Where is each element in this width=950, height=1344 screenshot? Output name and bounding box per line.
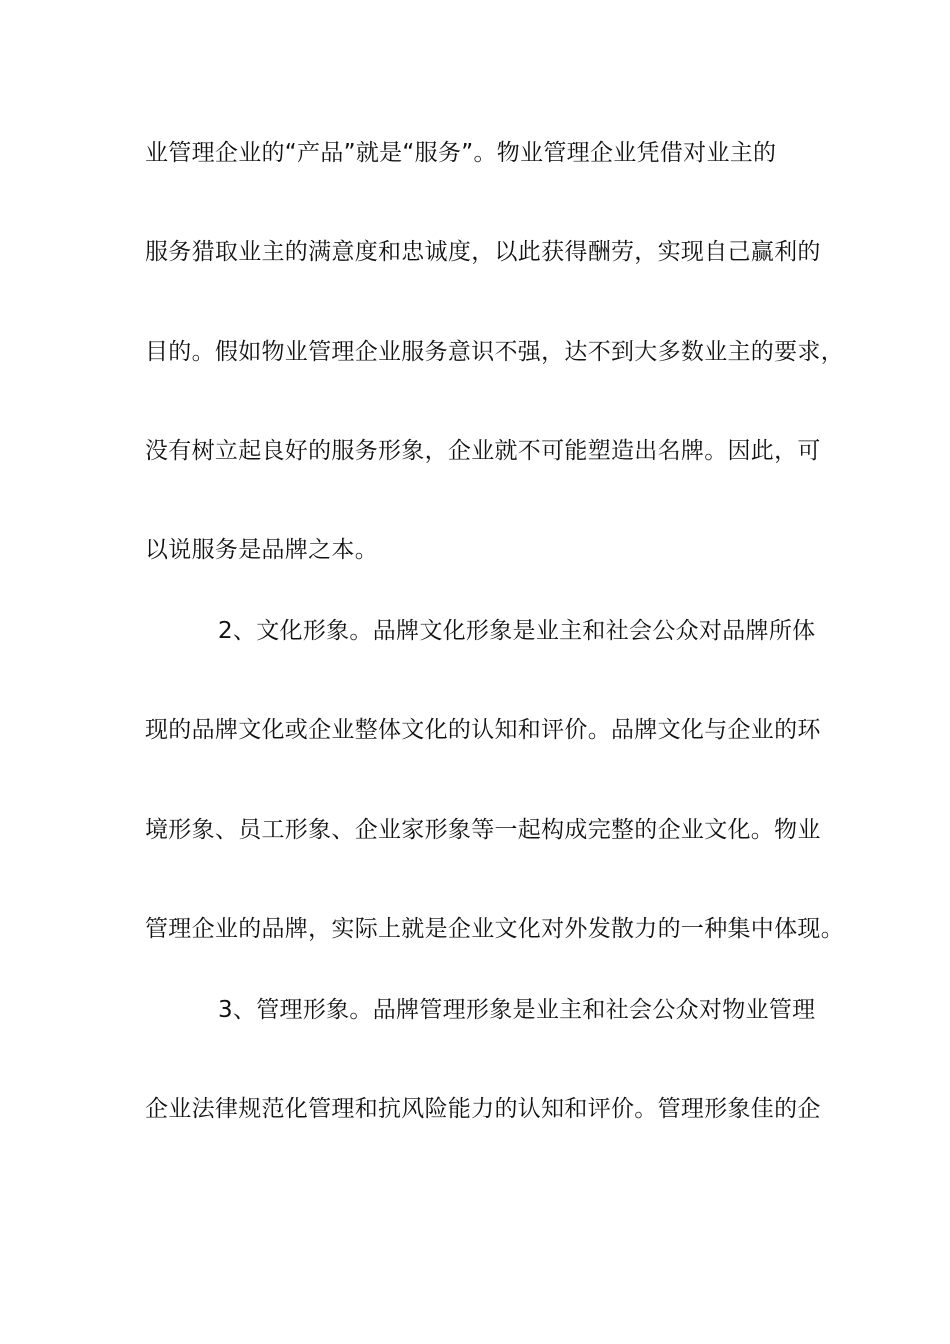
text-line-11: 企业法律规范化管理和抗风险能力的认知和评价。管理形象佳的企 [145, 1096, 821, 1122]
text-line-7: 现的品牌文化或企业整体文化的认知和评价。品牌文化与企业的环 [145, 717, 821, 743]
paragraph-2-first-line: 2、文化形象。品牌文化形象是业主和社会公众对品牌所体 [218, 618, 816, 644]
paragraph-3-first-line: 3、管理形象。品牌管理形象是业主和社会公众对物业管理 [218, 997, 816, 1023]
text-line-1: 业管理企业的“产品”就是“服务”。物业管理企业凭借对业主的 [145, 140, 777, 166]
text-line-5: 以说服务是品牌之本。 [145, 537, 378, 563]
text-line-4: 没有树立起良好的服务形象，企业就不可能塑造出名牌。因此，可 [145, 438, 821, 464]
text-line-3: 目的。假如物业管理企业服务意识不强，达不到大多数业主的要求， [145, 339, 844, 365]
text-line-9: 管理企业的品牌，实际上就是企业文化对外发散力的一种集中体现。 [145, 916, 844, 942]
text-line-8: 境形象、员工形象、企业家形象等一起构成完整的企业文化。物业 [145, 817, 821, 843]
text-line-2: 服务猎取业主的满意度和忠诚度，以此获得酬劳，实现自己赢利的 [145, 239, 821, 265]
